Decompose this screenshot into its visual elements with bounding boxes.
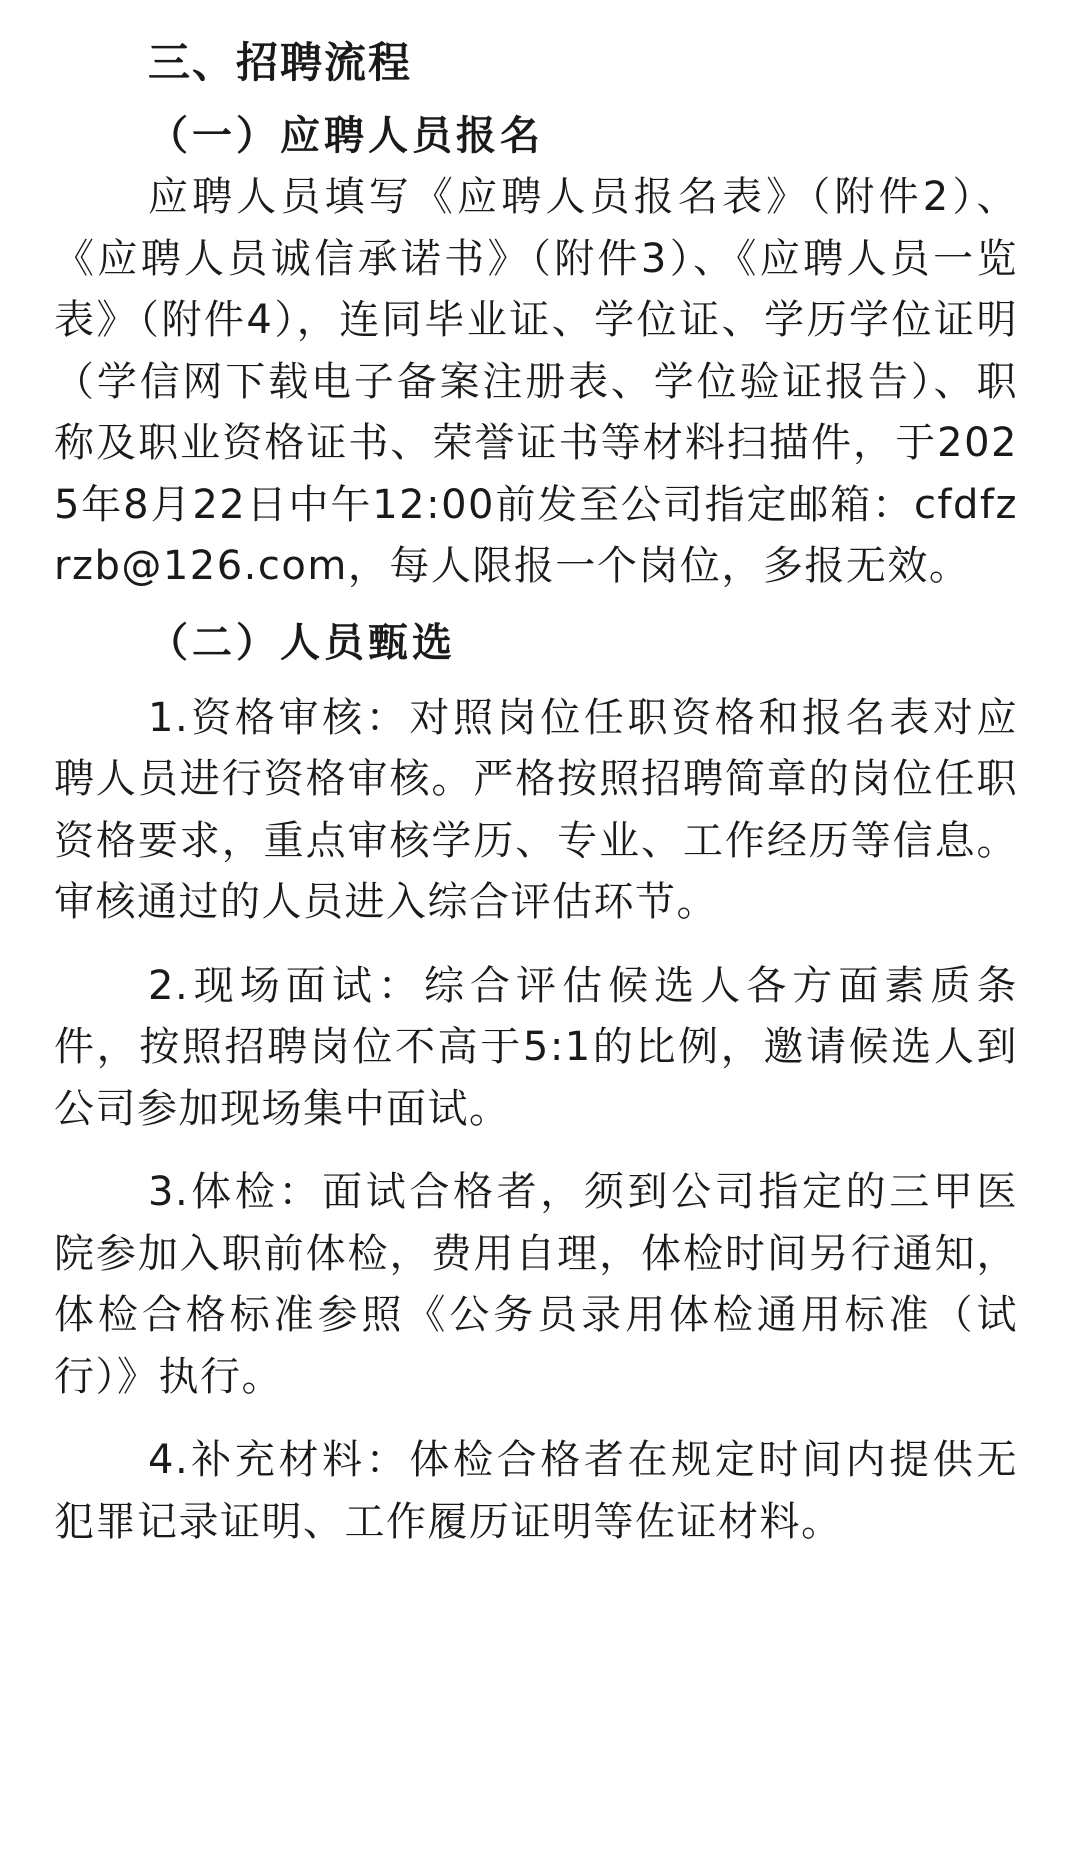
spacer — [54, 1408, 1018, 1430]
section-title: 三、招聘流程 — [148, 38, 413, 87]
selection-item-supplementary-materials: 4.补充材料：体检合格者在规定时间内提供无犯罪记录证明、工作履历证明等佐证材料。 — [54, 1437, 1018, 1545]
spacer — [54, 674, 1018, 688]
selection-item-onsite-interview: 2.现场面试：综合评估候选人各方面素质条件，按照招聘岗位不高于5:1的比例，邀请候选人到公司参加现场集中面试。 — [54, 962, 1018, 1132]
selection-item-medical-exam: 3.体检：面试合格者，须到公司指定的三甲医院参加入职前体检，费用自理，体检时间另行通知，体检合格标准参照《公务员录用体检通用标准（试行）》执行。 — [54, 1169, 1018, 1400]
spacer — [54, 934, 1018, 956]
document-body — [54, 20, 1018, 1553]
registration-paragraph: 应聘人员填写《应聘人员报名表》（附件2）、《应聘人员诚信承诺书》（附件3）、《应聘人员一览表》（附件4），连同毕业证、学位证、学历学位证明（学信网下载电子备案注册表、学位验证报告）、职称及职业资格证书、荣誉证书等材料扫描件，于2025年8月22日中午12:00前发至公司指定邮箱：cfdfzrzb@126.com，每人限报一个岗位，多报无效。 — [54, 174, 1018, 589]
subsection-title-selection: （二）人员甄选 — [148, 619, 456, 666]
selection-item-qualification-review: 1.资格审核：对照岗位任职资格和报名表对应聘人员进行资格审核。严格按照招聘简章的岗位任职资格要求，重点审核学历、专业、工作经历等信息。审核通过的人员进入综合评估环节。 — [54, 694, 1018, 925]
subsection-title-registration: （一）应聘人员报名 — [148, 113, 544, 159]
spacer — [54, 1140, 1018, 1162]
spacer — [54, 598, 1018, 612]
